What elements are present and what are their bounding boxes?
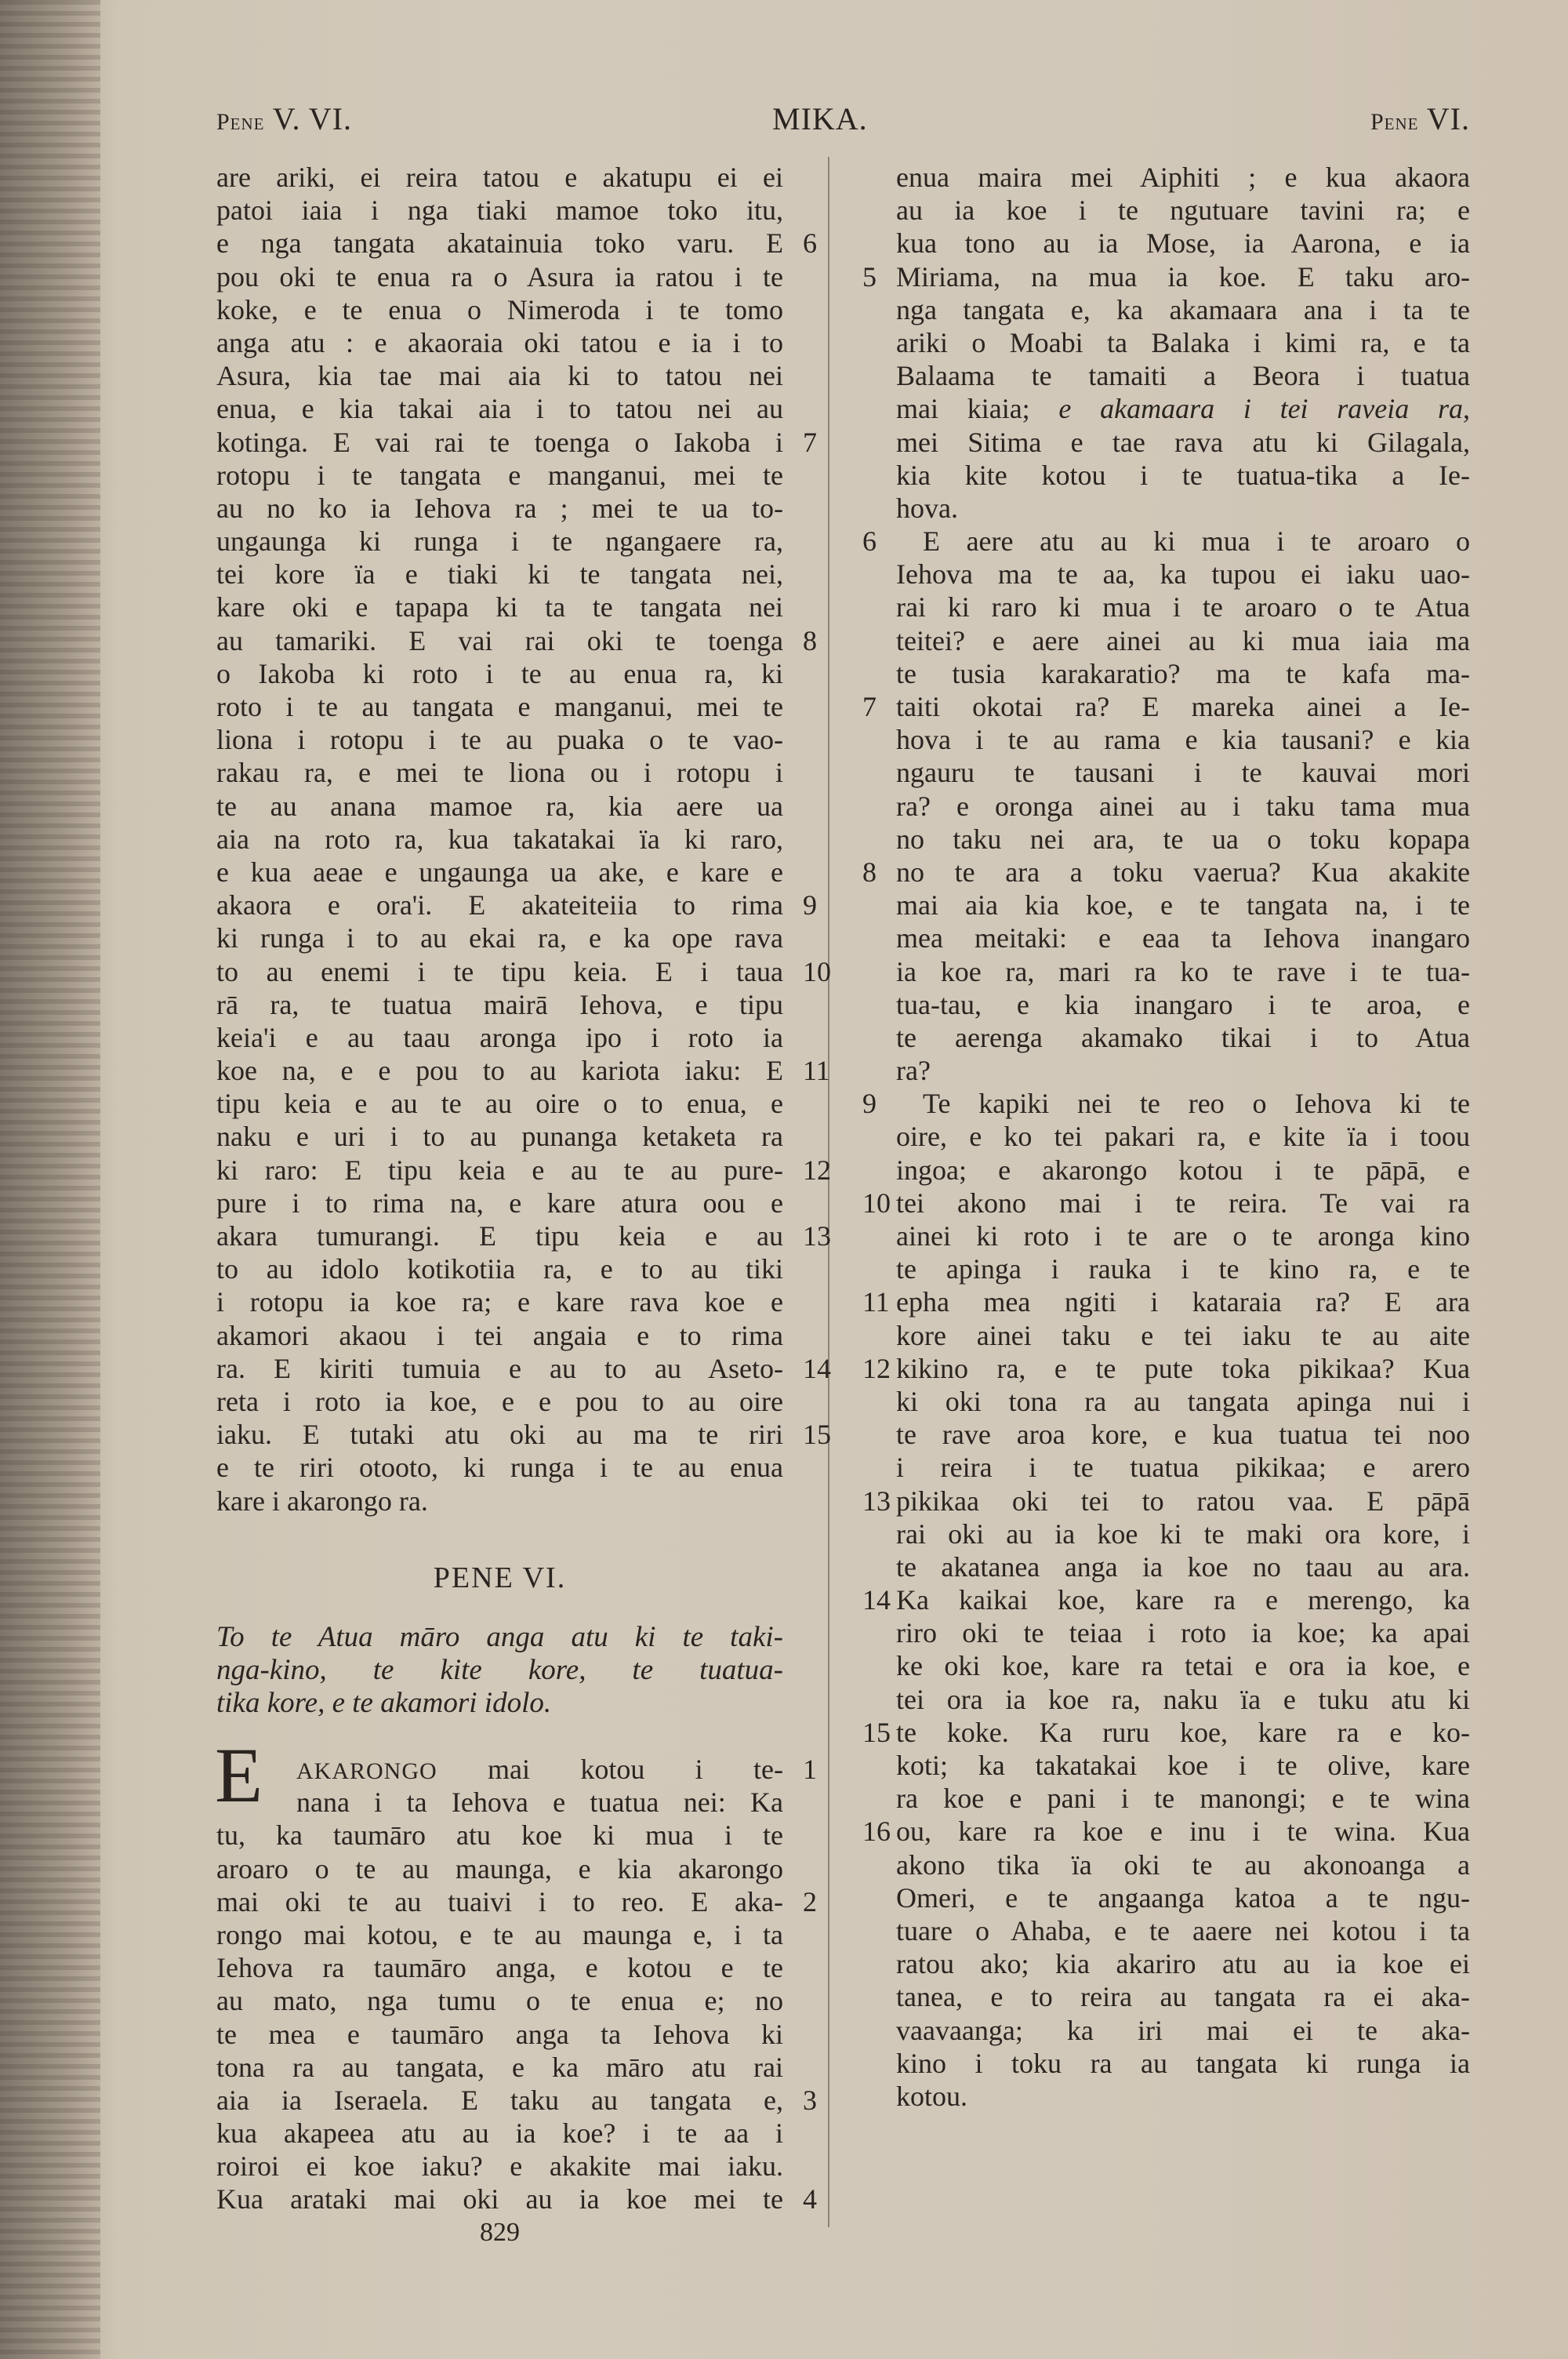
verse-number: 6 <box>803 227 817 260</box>
line-text: naku e uri i to au punanga ketaketa ra <box>216 1121 783 1153</box>
text-line <box>216 2018 783 2051</box>
line-text: nga-kino, te kite kore, te tuatua- <box>216 1654 783 1686</box>
line-text: kua akapeea atu au ia koe? i te aa i <box>216 2117 783 2150</box>
line-text: akono tika ïa oki te au akonoanga a <box>896 1848 1470 1881</box>
text-line <box>896 2080 1470 2113</box>
line-text: aia na roto ra, kua takatakai ïa ki raro, <box>216 823 783 855</box>
line-text: i reira i te tuatua pikikaa; e arero <box>896 1452 1470 1484</box>
line-text: akara tumurangi. E tipu keia e au <box>216 1220 783 1252</box>
line-text: ngauru te tausani i te kauvai mori <box>896 757 1470 789</box>
text-line <box>896 1219 1470 1252</box>
text-line <box>216 459 783 492</box>
line-text: tanea, e to reira au tangata ra ei aka- <box>896 1981 1470 2013</box>
line-text: tei ora ia koe ra, naku ïa e tuku atu ki <box>896 1683 1470 1715</box>
line-text: te rave aroa kore, e kua tuatua tei noo <box>896 1419 1470 1451</box>
line-text: koke, e te enua o Nimeroda i te tomo <box>216 293 783 325</box>
text-line <box>216 1621 783 1654</box>
line-text: au mato, nga tumu o te enua e; no <box>216 1985 783 2017</box>
line-text: ia koe ra, mari ra ko te rave i te tua- <box>896 955 1470 987</box>
chapter-opening-paragraph <box>216 1753 817 2216</box>
text-line <box>896 955 1470 988</box>
line-text: rā ra, te tuatua mairā Iehova, e tipu <box>216 988 783 1020</box>
line-text: o Iakoba ki roto i te au enua ra, ki <box>216 657 783 689</box>
line-text: pou oki te enua ra o Asura ia ratou i te <box>216 260 783 293</box>
line-text: Iehova ra taumāro anga, e kotou e te <box>216 1952 783 1984</box>
text-line <box>216 2183 817 2215</box>
line-text: to au idolo kotikotiia ra, e to au tiki <box>216 1253 783 1285</box>
text-line <box>862 525 1470 558</box>
line-text: roto i te au tangata e manganui, mei te <box>216 691 783 722</box>
verse-number: 9 <box>862 1088 877 1120</box>
text-line <box>896 1021 1470 1054</box>
line-text: , <box>1462 393 1470 425</box>
verse-number: 12 <box>862 1352 891 1384</box>
page-number: 829 <box>480 2218 520 2247</box>
text-line <box>896 194 1470 227</box>
verse-number: 15 <box>862 1716 891 1748</box>
line-text: akamori akaou i tei angaia e to rima <box>216 1319 783 1351</box>
text-line <box>896 326 1470 359</box>
line-text: mai aia kia koe, e te tangata na, i te <box>896 889 1470 921</box>
verse-number: 14 <box>803 1352 831 1384</box>
verse-number: 3 <box>803 2084 817 2116</box>
text-line <box>862 690 1470 723</box>
text-line <box>216 1087 783 1120</box>
line-text: E aere atu au ki mua i te aroaro o <box>923 525 1470 558</box>
text-line <box>862 1087 1470 1120</box>
text-line <box>216 161 783 194</box>
text-line <box>216 756 783 789</box>
line-text: mai kiaia; <box>896 393 1059 425</box>
text-line <box>896 2047 1470 2080</box>
text-line <box>216 2051 783 2084</box>
text-line <box>216 1819 783 1852</box>
line-text: e nga tangata akatainuia toko varu. E <box>216 227 783 260</box>
line-text: enua maira mei Aiphiti ; e kua akaora <box>896 162 1470 193</box>
line-text: ingoa; e akarongo kotou i te pāpā, e <box>896 1154 1470 1186</box>
text-line <box>896 1154 1470 1187</box>
line-text: ki raro: E tipu keia e au te au pure- <box>216 1154 783 1186</box>
line-text: te apinga i rauka i te kino ra, e te <box>896 1253 1470 1285</box>
text-line <box>896 1418 1470 1451</box>
text-line <box>216 690 783 723</box>
text-line <box>896 227 1470 260</box>
line-text: koti; ka takatakai koe i te olive, kare <box>896 1750 1470 1781</box>
text-line <box>896 1980 1470 2013</box>
verse-number: 10 <box>862 1187 891 1219</box>
line-text: kare i akarongo ra. <box>216 1485 428 1517</box>
text-line <box>896 1518 1470 1550</box>
line-text: kare oki e tapapa ki ta te tangata nei <box>216 591 783 623</box>
text-line <box>896 1749 1470 1782</box>
running-header-left <box>216 100 352 137</box>
line-text: anga atu : e akaoraia oki tatou e ia i to <box>216 326 783 358</box>
line-text: ou, kare ra koe e inu i te wina. Kua <box>896 1816 1470 1848</box>
chapter-summary <box>216 1621 783 1720</box>
line-text: ungaunga ki runga i te ngangaere ra, <box>216 525 783 558</box>
line-text: ra? <box>896 1055 931 1087</box>
line-text: epha mea ngiti i kataraia ra? E ara <box>896 1286 1470 1318</box>
text-line <box>216 1885 817 1918</box>
text-line <box>862 1352 1470 1385</box>
line-text: ra koe e pani i te manongi; e te wina <box>896 1783 1470 1815</box>
text-line <box>216 1054 830 1087</box>
text-line <box>216 723 783 756</box>
verse-number: 16 <box>862 1816 891 1848</box>
text-line <box>216 1852 783 1885</box>
line-text: rai oki au ia koe ki te maki ora kore, i <box>896 1518 1470 1550</box>
text-line <box>216 1252 783 1285</box>
running-header-book: MIKA. <box>772 101 868 136</box>
text-line <box>216 955 831 988</box>
text-line <box>216 1984 783 2017</box>
line-text: te tusia karakaratio? ma te kafa ma- <box>896 657 1470 689</box>
line-text: tu, ka taumāro atu koe ki mua i te <box>216 1819 783 1852</box>
text-line <box>216 856 783 889</box>
line-text: riro oki te teiaa i roto ia koe; ka apai <box>896 1617 1470 1649</box>
text-line <box>896 492 1470 525</box>
text-line <box>896 161 1470 194</box>
verse-number: 11 <box>862 1286 890 1318</box>
text-line <box>896 1914 1470 1947</box>
text-line <box>896 790 1470 823</box>
text-line <box>896 988 1470 1021</box>
line-text: kua tono au ia Mose, ia Aarona, e ia <box>896 227 1470 260</box>
line-text: Miriama, na mua ia koe. E taku aro- <box>896 260 1470 293</box>
line-text: akaora e ora'i. E akateiteiia to rima <box>216 889 783 921</box>
verse-number: 9 <box>803 889 817 921</box>
text-line <box>862 1815 1470 1848</box>
text-line <box>896 1649 1470 1682</box>
text-line <box>862 1187 1470 1219</box>
line-text: Omeri, e te angaanga katoa a te ngu- <box>896 1881 1470 1914</box>
line-text: ra. E kiriti tumuia e au to au Aseto- <box>216 1352 783 1384</box>
text-line <box>896 921 1470 954</box>
line-text: Te kapiki nei te reo o Iehova ki te <box>923 1088 1470 1120</box>
verse-number: 8 <box>862 856 877 888</box>
line-text: Kua arataki mai oki au ia koe mei te <box>216 2183 783 2215</box>
text-line <box>896 624 1470 657</box>
line-text: ki runga i to au ekai ra, e ka ope rava <box>216 922 783 954</box>
text-line <box>216 194 783 227</box>
line-text: nga tangata e, ka akamaara ana i ta te <box>896 293 1470 325</box>
line-text: To te Atua māro anga atu ki te taki- <box>216 1621 783 1653</box>
text-line <box>216 624 817 657</box>
text-line <box>862 1485 1470 1518</box>
text-line <box>216 1021 783 1054</box>
text-line <box>216 392 783 425</box>
verse-number: 5 <box>862 260 877 293</box>
text-line <box>216 1385 783 1418</box>
drop-cap: E <box>215 1732 263 1819</box>
line-text: nana i ta Iehova e tuatua nei: Ka <box>296 1787 783 1819</box>
text-line <box>896 1120 1470 1153</box>
line-text: kotou. <box>896 2080 968 2112</box>
text-line <box>896 657 1470 690</box>
line-text: teitei? e aere ainei au ki mua iaia ma <box>896 624 1470 656</box>
text-line <box>216 657 783 690</box>
line-text: are ariki, ei reira tatou e akatupu ei ei <box>216 162 783 193</box>
italic-text: e akamaara i tei raveia ra <box>1058 393 1463 425</box>
header-right-label: Pene <box>1370 109 1419 135</box>
text-line <box>896 723 1470 756</box>
text-line <box>216 1154 831 1187</box>
text-line <box>896 889 1470 921</box>
text-line <box>896 756 1470 789</box>
line-text: oire, e ko tei pakari ra, e kite ïa i toou <box>896 1121 1470 1153</box>
line-text: Asura, kia tae mai aia ki to tatou nei <box>216 360 783 392</box>
text-line <box>216 1352 831 1385</box>
text-line <box>896 823 1470 856</box>
line-text: tona ra au tangata, e ka māro atu rai <box>216 2051 783 2083</box>
verse-number: 12 <box>803 1154 831 1186</box>
text-line <box>216 492 783 525</box>
text-line <box>216 1319 783 1352</box>
verse-number: 13 <box>803 1220 831 1252</box>
text-line <box>896 1550 1470 1583</box>
verse-number: 7 <box>803 426 817 458</box>
line-text: aroaro o te au maunga, e kia akarongo <box>216 1852 783 1885</box>
text-line <box>216 293 783 326</box>
text-line <box>216 2150 783 2183</box>
text-line <box>896 426 1470 459</box>
line-text: au ia koe i te ngutuare tavini ra; e <box>896 194 1470 227</box>
text-line <box>216 1753 817 1786</box>
text-line <box>216 1786 783 1819</box>
text-line <box>896 558 1470 591</box>
chapter-heading: PENE VI. <box>433 1561 567 1594</box>
text-line <box>216 426 817 459</box>
text-line <box>896 1782 1470 1815</box>
text-line <box>216 1918 783 1951</box>
text-line <box>216 227 817 260</box>
right-column-text <box>862 161 1470 2113</box>
line-text: keia'i e au taau aronga ipo i roto ia <box>216 1021 783 1053</box>
running-header-right <box>1370 100 1470 137</box>
verse-number: 7 <box>862 691 877 722</box>
line-text: pikikaa oki tei to ratou vaa. E pāpā <box>896 1485 1470 1517</box>
text-line <box>216 889 817 921</box>
line-text: kia kite kotou i te tuatua-tika a Ie- <box>896 459 1470 491</box>
text-line <box>216 1687 783 1720</box>
text-line <box>216 823 783 856</box>
line-text: tei akono mai i te reira. Te vai ra <box>896 1187 1470 1219</box>
verse-number: 4 <box>803 2183 817 2215</box>
header-right-chapter: VI. <box>1426 101 1470 136</box>
text-line <box>862 1583 1470 1616</box>
line-text: Iehova ma te aa, ka tupou ei iaku uao- <box>896 558 1470 591</box>
line-text: ratou ako; kia akariro atu au ia koe ei <box>896 1948 1470 1980</box>
line-text: patoi iaia i nga tiaki mamoe toko itu, <box>216 194 783 227</box>
line-text: kikino ra, e te pute toka pikikaa? Kua <box>896 1352 1470 1384</box>
text-line <box>896 459 1470 492</box>
line-text: no te ara a toku vaerua? Kua akakite <box>896 856 1470 888</box>
text-line <box>216 1951 783 1984</box>
adjacent-page-edge <box>0 0 100 2359</box>
line-text: e te riri otooto, ki runga i te au enua <box>216 1452 783 1484</box>
text-line <box>862 856 1470 889</box>
line-text: te akatanea anga ia koe no taau au ara. <box>896 1550 1470 1583</box>
line-text: au no ko ia Iehova ra ; mei te ua to- <box>216 492 783 524</box>
line-text: Ka kaikai koe, kare ra e merengo, ka <box>896 1584 1470 1616</box>
text-line <box>216 988 783 1021</box>
verse-number: 14 <box>862 1584 891 1616</box>
line-text: no taku nei ara, te ua o toku kopapa <box>896 823 1470 855</box>
text-line <box>216 1219 831 1252</box>
header-left-label: Pene <box>216 109 265 135</box>
line-text: rai ki raro ki mua i te aroaro o te Atua <box>896 591 1470 623</box>
line-text: tipu keia e au te au oire o to enua, e <box>216 1088 783 1120</box>
text-line <box>896 2014 1470 2047</box>
text-line <box>896 1616 1470 1649</box>
line-text: tei kore ïa e tiaki ki te tangata nei, <box>216 558 783 591</box>
line-text: to au enemi i te tipu keia. E i taua <box>216 955 783 987</box>
line-text: mea meitaki: e eaa ta Iehova inangaro <box>896 922 1470 954</box>
line-text: enua, e kia takai aia i to tatou nei au <box>216 393 783 425</box>
text-line <box>896 293 1470 326</box>
line-text: kino i toku ra au tangata ki runga ia <box>896 2047 1470 2079</box>
line-text: au tamariki. E vai rai oki te toenga <box>216 624 783 656</box>
line-text: iaku. E tutaki atu oki au ma te riri <box>216 1419 783 1451</box>
line-text: roiroi ei koe iaku? e akakite mai iaku. <box>216 2150 783 2183</box>
line-text: reta i roto ia koe, e e pou to au oire <box>216 1385 783 1417</box>
text-line <box>862 1716 1470 1749</box>
text-line <box>862 260 1470 293</box>
text-line <box>896 1319 1470 1352</box>
text-line <box>216 359 783 392</box>
line-text: ainei ki roto i te are o te aronga kino <box>896 1220 1470 1252</box>
line-text: hova. <box>896 492 958 524</box>
line-text: rakau ra, e mei te liona ou i rotopu i <box>216 757 783 789</box>
column-divider <box>828 157 829 2227</box>
line-text: tua-tau, e kia inangaro i te aroa, e <box>896 988 1470 1020</box>
text-line <box>896 359 1470 392</box>
line-text: rotopu i te tangata e manganui, mei te <box>216 459 783 491</box>
text-line <box>216 591 783 623</box>
line-text: ariki o Moabi ta Balaka i kimi ra, e ta <box>896 326 1470 358</box>
line-text: aia ia Iseraela. E taku au tangata e, <box>216 2084 783 2116</box>
text-line <box>216 1120 783 1153</box>
text-line <box>896 591 1470 623</box>
line-text: taiti okotai ra? E mareka ainei a Ie- <box>896 691 1470 722</box>
line-text: AKARONGO mai kotou i te- <box>296 1754 783 1785</box>
text-line <box>896 1385 1470 1418</box>
verse-number: 6 <box>862 525 877 558</box>
text-line <box>216 1418 831 1451</box>
line-text: i rotopu ia koe ra; e kare rava koe e <box>216 1286 783 1318</box>
verse-number: 13 <box>862 1485 891 1517</box>
text-line <box>896 1848 1470 1881</box>
header-left-chapters: V. VI. <box>272 101 353 136</box>
line-text: kotinga. E vai rai te toenga o Iakoba i <box>216 426 783 458</box>
line-text: mei Sitima e tae rava atu ki Gilagala, <box>896 426 1470 458</box>
text-line <box>216 1485 783 1518</box>
text-line <box>216 2117 783 2150</box>
line-text: e kua aeae e ungaunga ua ake, e kare e <box>216 856 783 888</box>
text-line <box>216 260 783 293</box>
text-line <box>216 326 783 359</box>
line-text: ra? e oronga ainei au i taku tama mua <box>896 790 1470 822</box>
text-line <box>216 921 783 954</box>
line-text: vaavaanga; ka iri mai ei te aka- <box>896 2014 1470 2046</box>
verse-number: 10 <box>803 955 831 987</box>
text-line <box>896 1252 1470 1285</box>
text-line <box>896 1881 1470 1914</box>
text-line <box>216 1654 783 1687</box>
text-line <box>216 558 783 591</box>
line-text: mai oki te au tuaivi i to reo. E aka- <box>216 1885 783 1917</box>
line-text: tuare o Ahaba, e te aaere nei kotou i ta <box>896 1914 1470 1946</box>
line-text: ke oki koe, kare ra tetai e ora ia koe, e <box>896 1650 1470 1682</box>
text-line <box>216 2084 817 2117</box>
text-line <box>896 392 1470 425</box>
line-text: Balaama te tamaiti a Beora i tuatua <box>896 360 1470 392</box>
text-line <box>216 1187 783 1219</box>
text-line <box>896 1683 1470 1716</box>
line-text: tika kore, e te akamori idolo. <box>216 1687 552 1719</box>
text-line <box>862 1285 1470 1318</box>
text-line <box>896 1947 1470 1980</box>
verse-number: 2 <box>803 1885 817 1917</box>
verse-number: 1 <box>803 1754 817 1785</box>
line-text: te aerenga akamako tikai i to Atua <box>896 1021 1470 1053</box>
line-text: kore ainei taku e tei iaku te au aite <box>896 1319 1470 1351</box>
line-text: liona i rotopu i te au puaka o te vao- <box>216 724 783 756</box>
text-line <box>216 525 783 558</box>
verse-number: 8 <box>803 624 817 656</box>
line-text: hova i te au rama e kia tausani? e kia <box>896 724 1470 756</box>
line-text: te koke. Ka ruru koe, kare ra e ko- <box>896 1716 1470 1748</box>
text-line <box>216 1451 783 1484</box>
verse-number: 15 <box>803 1419 831 1451</box>
line-text: te au anana mamoe ra, kia aere ua <box>216 790 783 822</box>
line-text: te mea e taumāro anga ta Iehova ki <box>216 2018 783 2050</box>
text-line <box>216 790 783 823</box>
line-text: pure i to rima na, e kare atura oou e <box>216 1187 783 1219</box>
left-column-text <box>216 161 831 1518</box>
text-line <box>216 1285 783 1318</box>
text-line <box>896 1451 1470 1484</box>
text-line <box>896 1054 1470 1087</box>
verse-number: 11 <box>803 1055 830 1087</box>
line-text: ki oki tona ra au tangata apinga nui i <box>896 1385 1470 1417</box>
line-text: koe na, e e pou to au kariota iaku: E <box>216 1055 783 1087</box>
line-text: rongo mai kotou, e te au maunga e, i ta <box>216 1918 783 1950</box>
